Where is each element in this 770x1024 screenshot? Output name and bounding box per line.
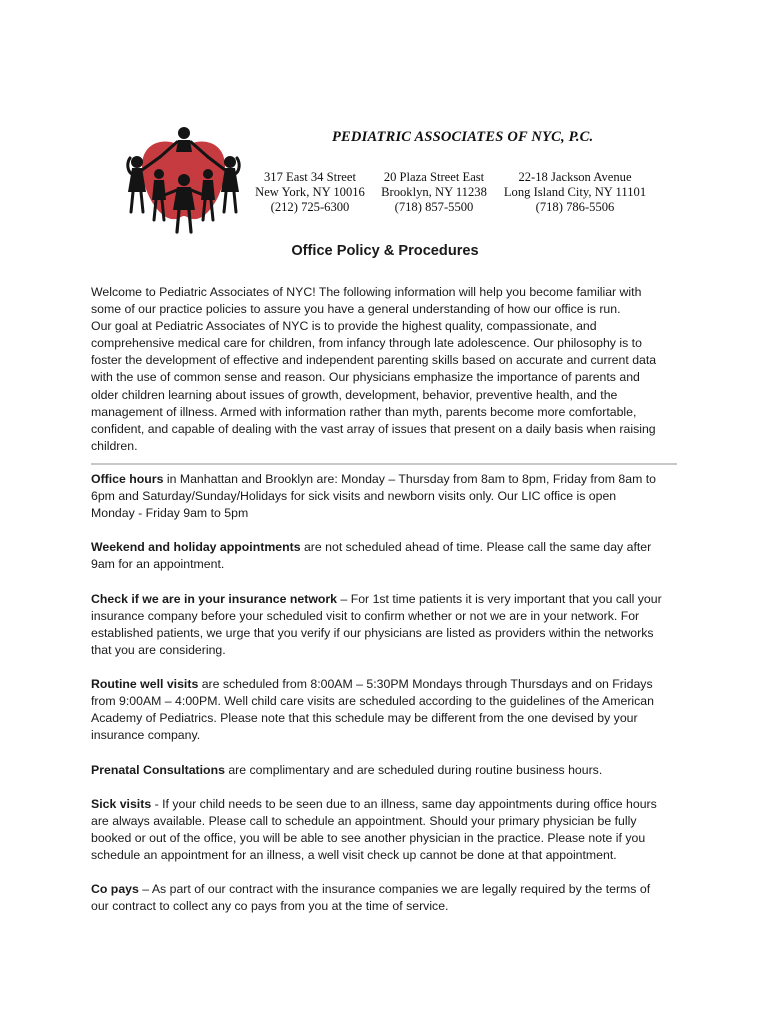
policy-line: Monday - Friday 9am to 5pm [91,506,249,521]
policy-line [91,591,691,608]
policy-section [91,796,691,864]
intro-line: foster the development of effective and independent parenting skills based on accurate and current data [91,353,657,368]
policy-line: Academy of Pediatrics. Please note that this schedule may be different from the one devised by your [91,711,638,726]
policy-sections [91,471,691,933]
policy-term: Weekend and holiday appointments [91,540,301,555]
policy-line: booked or out of the office, you will be able to see another physician in the practice. Please note if you [91,830,646,845]
office-phone: (718) 857-5500 [394,200,474,214]
policy-line: our contract to collect any co pays from you at the time of service. [91,899,449,914]
policy-line: schedule an appointment for an illness, a well visit check up cannot be done at that appointment. [91,848,617,863]
intro-line: Welcome to Pediatric Associates of NYC! The following information will help you become familiar with [91,285,642,299]
policy-text: are complimentary and are scheduled during routine business hours. [224,762,603,777]
policy-line: that you are considering. [91,642,226,657]
practice-name: PEDIATRIC ASSOCIATES OF NYC, P.C. [332,129,594,145]
practice-logo [122,124,246,236]
document-title: Office Policy & Procedures [291,243,479,259]
policy-line: insurance company before your scheduled visit to confirm whether or not we are in your network. For [91,608,640,623]
policy-section [91,676,691,744]
office-phone: (212) 725-6300 [270,200,350,214]
policy-section [91,591,691,659]
policy-text: – For 1st time patients it is very important that you call your [337,591,662,606]
section-divider [91,463,677,465]
policy-line [91,676,691,693]
policy-text: - If your child needs to be seen due to an illness, same day appointments during office hours [151,796,657,811]
policy-section [91,881,691,915]
office-street: 22-18 Jackson Avenue [518,170,632,184]
office-address-lic [500,170,650,215]
policy-text: are scheduled from 8:00AM – 5:30PM Mondays through Thursdays and on Fridays [198,677,653,692]
intro-line: Our goal at Pediatric Associates of NYC is to provide the highest quality, compassionate, and [91,319,597,334]
policy-term: Routine well visits [91,677,199,692]
policy-text: in Manhattan and Brooklyn are: Monday – Thursday from 8am to 8pm, Friday from 8am to [163,472,656,486]
policy-section [91,471,691,522]
policy-line [91,471,691,488]
policy-section [91,762,691,779]
intro-line: with the use of common sense and reason. Our physicians emphasize the importance of parents and [91,370,640,385]
policy-line [91,796,691,813]
policy-line: established patients, we urge that you verify if our physicians are listed as providers within the networks [91,625,654,640]
intro-line: children. [91,438,138,453]
policy-line [91,881,691,898]
intro-line: some of our practice policies to assure you have a general understanding of how our office is run. [91,302,621,317]
intro-line: confident, and capable of dealing with the vast array of issues that present on a daily basis when raising [91,421,656,436]
intro-line: older children learning about issues of growth, development, behavior, preventive health, and the [91,387,618,402]
office-city: Long Island City, NY 11101 [503,185,647,199]
policy-line [91,539,691,556]
office-street: 20 Plaza Street East [383,170,485,184]
policy-line: from 9:00AM – 4:00PM. Well child care visits are scheduled according to the guidelines of the American [91,694,654,709]
policy-line: insurance company. [91,728,201,743]
intro-line: comprehensive medical care for children, from infancy through late adolescence. Our philosophy is to [91,336,642,351]
office-address-brooklyn [378,170,490,215]
office-address-manhattan [252,170,368,215]
intro-line: management of illness. Armed with information rather than myth, parents become more comfortable, [91,404,637,419]
office-phone: (718) 786-5506 [535,200,615,214]
policy-term: Co pays [91,882,139,897]
policy-term: Check if we are in your insurance network [91,591,338,606]
intro-paragraph [91,284,691,455]
policy-text: are not scheduled ahead of time. Please call the same day after [300,540,652,555]
policy-section [91,539,691,573]
policy-line: 9am for an appointment. [91,557,225,572]
office-city: Brooklyn, NY 11238 [381,185,487,199]
policy-line: are always available. Please call to schedule an appointment. Should your primary physician be fully [91,813,637,828]
policy-text: – As part of our contract with the insurance companies we are legally required by the terms of [138,882,651,897]
policy-term: Office hours [91,472,164,486]
policy-term: Sick visits [91,796,152,811]
policy-line: 6pm and Saturday/Sunday/Holidays for sick visits and newborn visits only. Our LIC office is open [91,489,617,504]
office-street: 317 East 34 Street [264,170,356,184]
office-city: New York, NY 10016 [255,185,365,199]
policy-line [91,762,691,779]
policy-term: Prenatal Consultations [91,762,225,777]
